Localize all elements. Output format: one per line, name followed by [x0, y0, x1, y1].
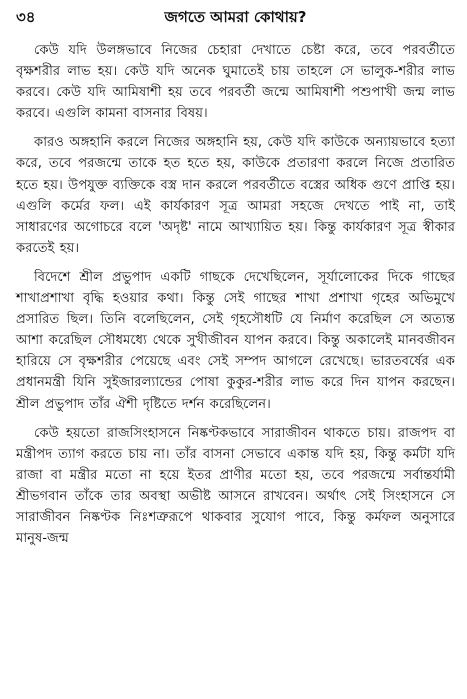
paragraph-4: কেউ হয়তো রাজসিংহাসনে নিষ্কণ্টকভাবে সারাজীবন থাকতে চায়। রাজপদ বা মন্ত্রীপদ ত্যাগ করতে চায় না। তাঁর বাসনা সেভাবে একান্ত যদি হয়, কিন্তু কর্মটা যদি রাজা বা মন্ত্রীর মতো না হয়ে ইতর প্রাণীর মতো হয়, তবে পরজন্মে সর্বান্তর্যামী শ্রীভগবান তাঁকে তার অবস্থা অভীষ্ট আসনে রাখবেন। অর্থাৎ সেই সিংহাসনে সে সারাজীবন নিষ্কণ্টক নিঃশত্রুরূপে থাকবার সুযোগ পাবে, কিন্তু কর্মফল অনুসারে মানুষ-জন্ম: [16, 425, 455, 547]
page-number: ৩৪: [16, 8, 36, 26]
paragraph-3: বিদেশে শ্রীল প্রভুপাদ একটি গাছকে দেখেছিলেন, সূর্যালোকের দিকে গাছের শাখাপ্রশাখা বৃদ্ধি হওয়ার কথা। কিন্তু সেই গাছের শাখা প্রশাখা গৃহের অভিমুখে প্রসারিত ছিল। তিনি বলেছিলেন, সেই গৃহসৌধটি যে নির্মাণ করেছিল সে অত্যন্ত আশা করেছিল সৌধমধ্যে থেকে সুখীজীবন যাপন করবে। কিন্তু অকালেই মানবজীবন হারিয়ে সে বৃক্ষশরীর পেয়েছে এবং সেই সম্পদ আগলে রেখেছে। ভারতবর্ষের এক প্রধানমন্ত্রী যিনি সুইজারল্যান্ডের পোষা কুকুর-শরীর লাভ করে দিন যাপন করছেন। শ্রীল প্রভুপাদ তাঁর ঐশী দৃষ্টিতে দর্শন করেছিলেন।: [16, 269, 455, 412]
running-title: জগতে আমরা কোথায়?: [164, 8, 307, 26]
body-text: [16, 40, 455, 549]
paragraph-1: কেউ যদি উলঙ্গভাবে নিজের চেহারা দেখাতে চেষ্টা করে, তবে পরবর্তীতে বৃক্ষশরীর লাভ হয়। কেউ যদি অনেক ঘুমাতেই চায় তাহলে সে ভালুক-শরীর লাভ করবে। কেউ যদি আমিষাশী হয় তবে পরবর্তী জন্মে আমিষাশী পশুপাখী জন্ম লাভ করবে। এগুলি কামনা বাসনার বিষয়।: [16, 43, 455, 122]
page-header: [16, 6, 455, 32]
paragraph-2: কারও অঙ্গহানি করলে নিজের অঙ্গহানি হয়, কেউ যদি কাউকে অন্যায়ভাবে হত্যা করে, তবে পরজন্মে তাকে হত হতে হয়, কাউকে প্রতারণা করলে নিজে প্রতারিত হতে হয়। উপযুক্ত ব্যক্তিকে বস্ত্র দান করলে পরবর্তীতে বস্ত্রের অধিক গুণে প্রাপ্তি হয়। এগুলি কর্মের ফল। এই কার্যকারণ সূত্র আমরা সহজে দেখতে পাই না, তাই সাধারণের অগোচরে বলে 'অদৃষ্ট' নামে আখ্যায়িত হয়। কিন্তু কার্যকারণ সূত্র স্বীকার করতেই হয়।: [16, 135, 455, 256]
